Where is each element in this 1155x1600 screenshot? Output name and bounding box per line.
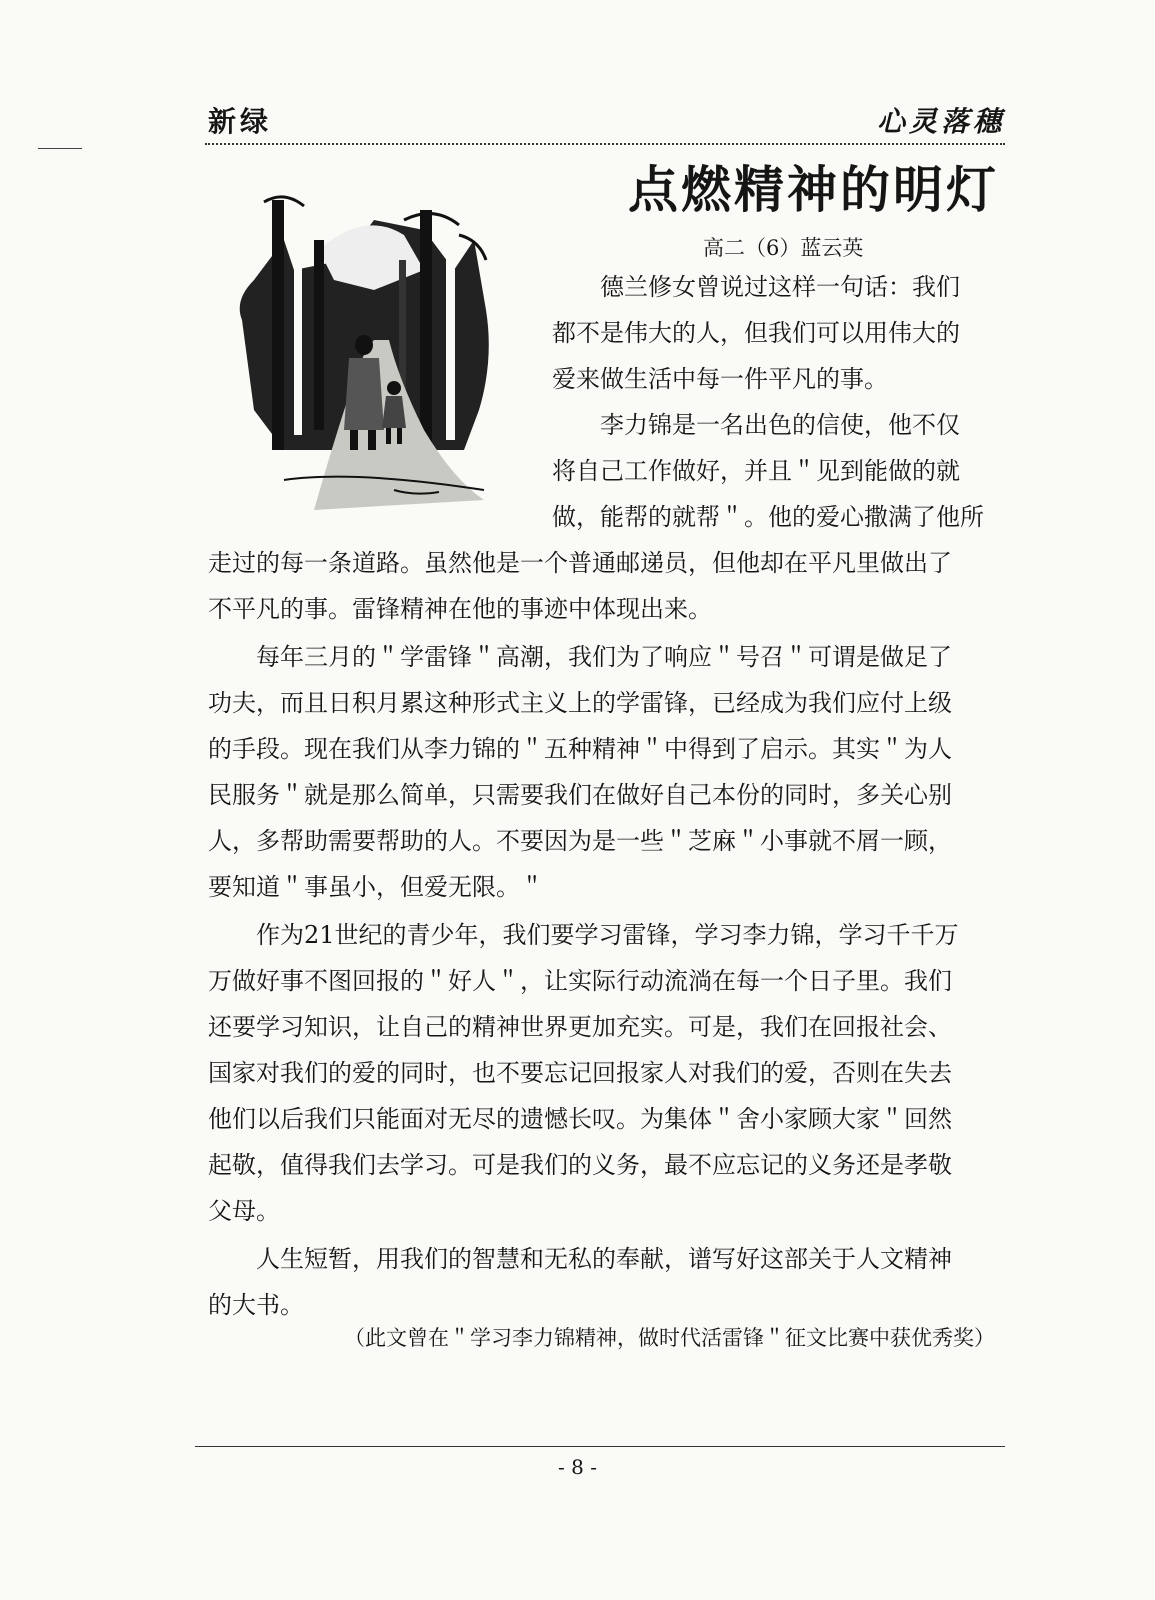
text-line: 要知道＂事虽小，但爱无限。＂ [208,873,544,901]
text-line: 人生短暂，用我们的智慧和无私的奉献，谱写好这部关于人文精神 [256,1245,952,1273]
text-line: 作为21世纪的青少年，我们要学习雷锋，学习李力锦，学习千千万 [256,921,959,949]
text-line: 爱来做生活中每一件平凡的事。 [552,365,888,393]
text-line: 父母。 [208,1197,280,1225]
text-line: 的手段。现在我们从李力锦的＂五种精神＂中得到了启示。其实＂为人 [208,735,952,763]
text-line: 不平凡的事。雷锋精神在他的事迹中体现出来。 [208,595,712,623]
header-section-name: 新绿 [208,105,273,138]
text-line: 走过的每一条道路。虽然他是一个普通邮递员，但他却在平凡里做出了 [208,549,952,577]
text-line: 每年三月的＂学雷锋＂高潮，我们为了响应＂号召＂可谓是做足了 [256,643,952,671]
text-line: 还要学习知识，让自己的精神世界更加充实。可是，我们在回报社会、 [208,1013,952,1041]
margin-mark [38,148,82,149]
article-title: 点燃精神的明灯 [628,161,999,219]
text-line: 都不是伟大的人，但我们可以用伟大的 [552,319,960,347]
footer-divider [195,1446,1005,1447]
text-line: 李力锦是一名出色的信使，他不仅 [600,411,960,439]
text-line: 做，能帮的就帮＂。他的爱心撒满了他所 [552,503,984,531]
text-line: 的大书。 [208,1291,304,1319]
header-divider [205,143,1005,145]
text-line: 国家对我们的爱的同时，也不要忘记回报家人对我们的爱，否则在失去 [208,1059,952,1087]
text-line: 他们以后我们只能面对无尽的遗憾长叹。为集体＂舍小家顾大家＂回然 [208,1105,952,1133]
text-line: 功夫，而且日积月累这种形式主义上的学雷锋，已经成为我们应付上级 [208,689,952,717]
text-line: 起敬，值得我们去学习。可是我们的义务，最不应忘记的义务还是孝敬 [208,1151,952,1179]
text-line: 民服务＂就是那么简单，只需要我们在做好自己本份的同时，多关心别 [208,781,952,809]
forest-walk-illustration [224,180,504,510]
text-line: 万做好事不图回报的＂好人＂，让实际行动流淌在每一个日子里。我们 [208,967,952,995]
text-line: 德兰修女曾说过这样一句话：我们 [600,273,960,301]
award-note: （此文曾在＂学习李力锦精神，做时代活雷锋＂征文比赛中获优秀奖） [344,1326,995,1350]
page-number: - 8 - [558,1455,597,1479]
header-column-name: 心灵落穗 [876,105,1005,138]
article-author: 高二（6）蓝云英 [703,236,864,260]
text-line: 将自己工作做好，并且＂见到能做的就 [552,457,960,485]
text-line: 人，多帮助需要帮助的人。不要因为是一些＂芝麻＂小事就不屑一顾， [208,827,952,855]
